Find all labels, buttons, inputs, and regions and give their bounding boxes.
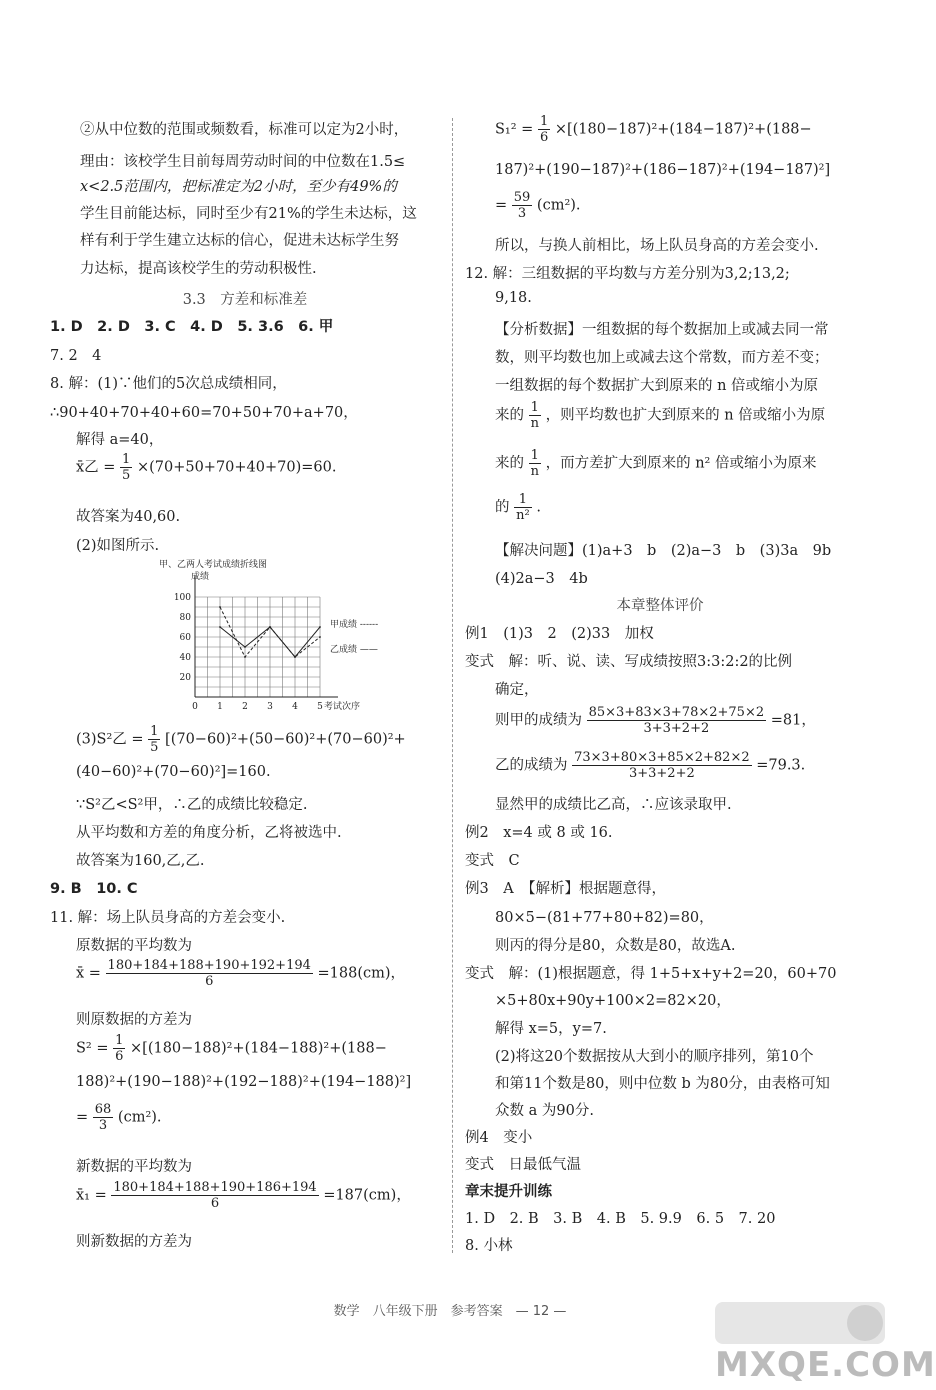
formula-line [495, 705, 816, 736]
solution-line: 变式 解：听、说、读、写成绩按照3:3:2:2的比例 [465, 654, 793, 670]
denominator: n [530, 464, 539, 479]
y-tick-label: 40 [179, 653, 191, 663]
y-tick-label: 80 [179, 613, 191, 623]
solution-line: 188)²+(190−188)²+(192−188)²+(194−188)²] [76, 1074, 412, 1090]
solution-line: 和第11个数是80，则中位数 b 为80分，由表格可知 [495, 1076, 830, 1092]
solution-line: 一组数据的每个数据扩大到原来的 n 倍或缩小为原 [495, 378, 819, 394]
solution-line: 8. 解：(1)∵他们的5次总成绩相同， [50, 376, 287, 392]
formula-line [76, 1180, 411, 1211]
solution-line: (2)如图所示. [76, 538, 160, 554]
numerator: 73×3+80×3+85×2+82×2 [574, 750, 750, 765]
solution-line: 【分析数据】一组数据的每个数据加上或减去同一常 [495, 322, 829, 338]
fraction [111, 1180, 318, 1211]
y-tick-label: 100 [173, 593, 191, 603]
formula-suffix: (cm²). [536, 197, 581, 214]
section-heading: 章末提升训练 [465, 1184, 552, 1200]
x-tick-label: 5 [317, 702, 323, 712]
example-line: 例3 A 【解析】根据题意得， [465, 881, 666, 897]
text-line: 理由：该校学生目前每周劳动时间的中位数在1.5≤ [80, 154, 406, 170]
x-tick-label: 3 [267, 702, 273, 712]
data-point [244, 646, 246, 648]
formula-prefix: 来的 [495, 407, 524, 424]
solution-line: 新数据的平均数为 [76, 1159, 192, 1175]
formula-prefix: x̄乙 = [76, 459, 116, 476]
formula-suffix: . [536, 499, 541, 516]
solution-line: 则原数据的方差为 [76, 1012, 192, 1028]
solution-line: (2)将这20个数据按从大到小的顺序排列，第10个 [495, 1049, 814, 1065]
data-point [269, 626, 271, 628]
formula-prefix: = [495, 197, 508, 214]
data-point [294, 656, 296, 658]
text-line: 样有利于学生建立达标的信心，促进未达标学生努 [80, 233, 399, 249]
x-tick-label: 4 [292, 702, 298, 712]
denominator: 5 [150, 740, 159, 755]
formula-suffix: ×[(180−187)²+(184−187)²+(188− [554, 121, 812, 138]
y-tick-label: 60 [179, 633, 191, 643]
formula-prefix: S₁² = [495, 121, 534, 138]
text-line: 学生目前能达标，同时至少有21%的学生未达标，这 [80, 206, 417, 222]
data-point [319, 636, 321, 638]
numerator: 1 [115, 1033, 124, 1048]
denominator: 6 [115, 1049, 124, 1064]
solution-line: 显然甲的成绩比乙高，∴应该录取甲. [495, 797, 732, 813]
text-line: x<2.5范围内，把标准定为2小时，至少有49%的 [80, 179, 397, 195]
example-line: 变式 C [465, 853, 520, 869]
numerator: 1 [122, 452, 131, 467]
numerator: 68 [94, 1102, 112, 1117]
legend-entry-jia: 甲成绩 ------ [330, 620, 379, 630]
denominator: n² [516, 508, 530, 523]
formula-line [76, 958, 405, 989]
formula-suffix: ×[(180−188)²+(184−188)²+(188− [130, 1040, 387, 1057]
x-tick-label: 1 [217, 702, 223, 712]
denominator: 6 [210, 1196, 220, 1211]
numerator: 59 [513, 190, 531, 205]
text-line: 力达标，提高该校学生的劳动积极性. [80, 261, 317, 277]
fraction [93, 1102, 114, 1133]
solution-line: 所以，与换人前相比，场上队员身高的方差会变小. [495, 238, 819, 254]
denominator: 3 [98, 1118, 108, 1133]
answer-line: 8. 小林 [465, 1238, 513, 1254]
solution-line: 众数 a 为90分. [495, 1103, 594, 1119]
formula-prefix: x̄₁ = [76, 1187, 107, 1204]
solution-line: 80×5−(81+77+80+82)=80， [495, 910, 714, 926]
formula-suffix: [(70−60)²+(50−60)²+(70−60)²+ [165, 731, 406, 748]
data-point [219, 626, 221, 628]
chart-title: 甲、乙两人考试成绩折线图 [159, 560, 268, 570]
fraction [113, 1033, 125, 1064]
example-line: 例2 x=4 或 8 或 16. [465, 825, 613, 841]
numerator: 1 [150, 724, 159, 739]
numerator: 180+184+188+190+192+194 [107, 958, 311, 973]
formula-prefix: (3)S²乙 = [76, 731, 144, 748]
denominator: 3 [517, 206, 527, 221]
fraction [529, 400, 541, 431]
solution-line: 确定， [495, 682, 539, 698]
text-line: ②从中位数的范围或频数看，标准可以定为2小时， [80, 122, 409, 138]
formula-suffix: =81， [770, 712, 816, 729]
numerator: 1 [539, 114, 549, 129]
solution-line: ∴90+40+70+40+60=70+50+70+a+70， [50, 405, 358, 421]
example-line: 例4 变小 [465, 1130, 533, 1146]
formula-prefix: 乙的成绩为 [495, 757, 568, 774]
solution-line: 数，则平均数也加上或减去这个常数，而方差不变； [495, 350, 829, 366]
formula-prefix: S² = [76, 1040, 109, 1057]
formula-line [76, 724, 406, 755]
fraction [120, 452, 132, 483]
solution-line: 解得 x=5，y=7. [495, 1021, 607, 1037]
x-axis-label: 考试次序 [324, 702, 361, 712]
solution-line: 12. 解：三组数据的平均数与方差分别为3,2;13,2; [465, 266, 790, 282]
formula-line [76, 452, 336, 483]
formula-line [495, 492, 541, 523]
numerator: 1 [514, 492, 532, 508]
line-chart [155, 557, 395, 719]
formula-line [495, 190, 581, 221]
solution-line: (4)2a−3 4b [495, 571, 588, 587]
x-tick-label: 2 [242, 702, 248, 712]
solution-line: 原数据的平均数为 [76, 938, 192, 954]
formula-prefix: 来的 [495, 455, 524, 472]
example-line: 变式 日最低气温 [465, 1157, 581, 1173]
denominator: 5 [122, 468, 131, 483]
fraction [148, 724, 160, 755]
solution-line: 【解决问题】(1)a+3 b (2)a−3 b (3)3a 9b [495, 543, 832, 559]
denominator: 6 [205, 974, 214, 989]
formula-suffix: ，则平均数也扩大到原来的 n 倍或缩小为原 [545, 407, 826, 424]
numerator: 180+184+188+190+186+194 [113, 1180, 317, 1195]
data-point [219, 606, 221, 608]
formula-line [495, 750, 805, 781]
solution-line: 故答案为40,60. [76, 509, 181, 525]
fraction [529, 448, 541, 479]
formula-line [76, 1033, 387, 1064]
solution-line: ×5+80x+90y+100×2=82×20， [495, 993, 731, 1009]
answer-line: 7. 2 4 [50, 348, 102, 364]
page-footer: 数学 八年级下册 参考答案 — 12 — [333, 1304, 567, 1319]
solution-line: (40−60)²+(70−60)²]=160. [76, 764, 271, 780]
denominator: 6 [539, 130, 549, 145]
fraction [106, 958, 313, 989]
answer-line: 1. D 2. D 3. C 4. D 5. 3.6 6. 甲 [50, 319, 334, 335]
solution-line: 187)²+(190−187)²+(186−187)²+(194−187)²] [495, 162, 831, 178]
fraction [572, 750, 752, 781]
section-title: 3.3 方差和标准差 [182, 292, 308, 308]
numerator: 1 [529, 448, 541, 464]
y-tick-label: 20 [179, 673, 191, 683]
x-tick-label: 0 [192, 702, 198, 712]
solution-line: ∵S²乙<S²甲，∴乙的成绩比较稳定. [76, 797, 308, 813]
formula-suffix: =188(cm)， [317, 965, 406, 982]
column-divider [452, 118, 453, 1253]
solution-line: 则丙的得分是80，众数是80，故选A. [495, 938, 736, 954]
formula-prefix: x̄ = [76, 965, 101, 982]
data-point [319, 626, 321, 628]
formula-line [495, 400, 825, 431]
solution-line: 从平均数和方差的角度分析，乙将被选中. [76, 825, 342, 841]
solution-line: 故答案为160,乙,乙. [76, 853, 205, 869]
fraction [587, 705, 767, 736]
numerator: 1 [529, 400, 541, 416]
fraction [514, 492, 532, 523]
section-title: 本章整体评价 [616, 598, 704, 614]
answer-line: 9. B 10. C [50, 881, 138, 897]
formula-suffix: ，而方差扩大到原来的 n² 倍或缩小为原来 [545, 455, 817, 472]
formula-prefix: 的 [495, 499, 510, 516]
formula-suffix: (cm²). [117, 1109, 162, 1126]
formula-line [495, 114, 812, 145]
formula-prefix: 则甲的成绩为 [495, 712, 582, 729]
answer-line: 1. D 2. B 3. B 4. B 5. 9.9 6. 5 7. 20 [465, 1211, 776, 1227]
solution-line: 9,18. [495, 290, 532, 306]
watermark-text: MXQE.COM [715, 1345, 936, 1385]
solution-line: 11. 解：场上队员身高的方差会变小. [50, 910, 286, 926]
solution-line: 解得 a=40， [76, 432, 164, 448]
solution-line: 变式 解：(1)根据题意，得 1+5+x+y+2=20，60+70 [465, 966, 837, 982]
solution-line: 则新数据的方差为 [76, 1234, 192, 1250]
denominator: 3+3+2+2 [643, 721, 710, 736]
formula-line [76, 1102, 162, 1133]
formula-line [495, 448, 816, 479]
y-axis-label: 成绩 [191, 572, 210, 582]
numerator: 85×3+83×3+78×2+75×2 [588, 705, 765, 720]
formula-prefix: = [76, 1109, 89, 1126]
example-line: 例1 (1)3 2 (2)33 加权 [465, 626, 654, 642]
denominator: 3+3+2+2 [628, 766, 695, 781]
data-point [244, 656, 246, 658]
fraction [512, 190, 533, 221]
formula-suffix: =187(cm)， [323, 1187, 411, 1204]
legend-entry-yi: 乙成绩 —— [330, 645, 378, 655]
formula-suffix: ×(70+50+70+40+70)=60. [136, 459, 337, 476]
fraction [538, 114, 550, 145]
formula-suffix: =79.3. [756, 757, 806, 774]
denominator: n [530, 416, 539, 431]
